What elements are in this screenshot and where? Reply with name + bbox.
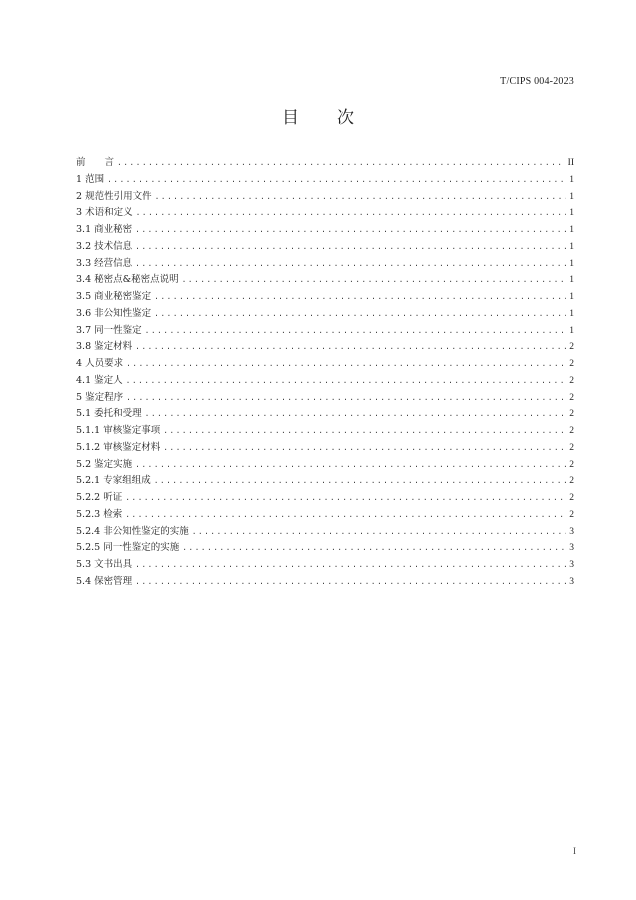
- toc-leader-dots: [126, 374, 567, 391]
- toc-entry[interactable]: [76, 289, 574, 306]
- toc-leader-dots: [126, 357, 566, 374]
- toc-entry[interactable]: [76, 256, 574, 273]
- toc-entry[interactable]: [76, 423, 574, 440]
- toc-leader-dots: [107, 173, 566, 190]
- toc-entry[interactable]: [76, 473, 574, 490]
- toc-entry-label: 3.2 技术信息: [76, 240, 133, 252]
- toc-entry-page: 2: [569, 342, 574, 353]
- toc-entry-page: 1: [569, 191, 574, 202]
- toc-leader-dots: [135, 223, 566, 240]
- toc-entry[interactable]: [76, 356, 574, 373]
- toc-entry[interactable]: [76, 507, 574, 524]
- toc-entry-page: 2: [569, 409, 574, 420]
- toc-leader-dots: [125, 508, 566, 525]
- toc-entry[interactable]: [76, 390, 574, 407]
- toc-entry-page: 2: [569, 459, 574, 470]
- toc-entry-page: 1: [569, 225, 574, 235]
- toc-entry[interactable]: [76, 574, 574, 591]
- toc-entry-label: 2 规范性引用文件: [76, 190, 152, 202]
- title-char-2: 次: [337, 108, 354, 128]
- toc-leader-dots: [192, 525, 567, 542]
- toc-leader-dots: [135, 340, 566, 357]
- toc-leader-dots: [145, 407, 567, 424]
- toc-entry-label: 5.2 鉴定实施: [76, 458, 133, 470]
- toc-entry[interactable]: [76, 373, 574, 390]
- toc-leader-dots: [135, 558, 566, 575]
- toc-leader-dots: [154, 290, 566, 307]
- toc-entry[interactable]: [76, 172, 574, 189]
- toc-entry-label: 4 人员要求: [76, 358, 124, 369]
- toc-entry-page: II: [567, 158, 574, 168]
- toc-entry[interactable]: [76, 557, 574, 574]
- toc-entry-page: 3: [569, 560, 574, 570]
- toc-entry[interactable]: [76, 524, 574, 541]
- toc-entry-label: 1 范围: [76, 173, 105, 185]
- toc-entry-label: 3.5 商业秘密鉴定: [76, 291, 152, 302]
- toc-entry-label: 5.2.4 非公知性鉴定的实施: [76, 525, 189, 537]
- toc-entry-label: 5.1.2 审核鉴定材料: [76, 441, 161, 453]
- toc-entry-page: 2: [569, 392, 574, 403]
- toc-leader-dots: [163, 424, 566, 441]
- toc-entry-label: 5.1.1 审核鉴定事项: [76, 425, 161, 436]
- toc-entry-page: 1: [569, 258, 574, 269]
- toc-entry[interactable]: [76, 323, 574, 340]
- toc-entry-page: 1: [569, 275, 574, 286]
- toc-entry-label: 5.2.3 检索: [76, 508, 123, 520]
- toc-entry-label: 5 鉴定程序: [76, 391, 124, 403]
- toc-entry-page: 1: [569, 208, 574, 219]
- page-number: I: [573, 846, 576, 856]
- toc-leader-dots: [135, 575, 566, 592]
- toc-entry-page: 3: [569, 576, 574, 587]
- toc-entry[interactable]: [76, 490, 574, 507]
- toc-entry-label: 前 言: [76, 157, 115, 168]
- toc-leader-dots: [126, 391, 566, 408]
- toc-leader-dots: [135, 257, 566, 274]
- toc-entry[interactable]: [76, 155, 574, 172]
- toc-leader-dots: [145, 324, 567, 341]
- toc-entry-label: 5.2.1 专家组组成: [76, 475, 151, 487]
- toc-entry[interactable]: [76, 205, 574, 222]
- toc-entry[interactable]: [76, 406, 574, 423]
- table-of-contents: [76, 155, 574, 591]
- toc-entry-label: 3.1 商业秘密: [76, 224, 133, 235]
- toc-leader-dots: [125, 491, 566, 508]
- toc-entry[interactable]: [76, 272, 574, 289]
- toc-entry[interactable]: [76, 457, 574, 474]
- toc-leader-dots: [135, 240, 566, 257]
- toc-entry-page: 2: [569, 426, 574, 436]
- toc-leader-dots: [154, 474, 567, 491]
- toc-entry-label: 3 术语和定义: [76, 207, 133, 219]
- toc-entry-page: 1: [569, 292, 574, 302]
- toc-leader-dots: [163, 441, 566, 458]
- toc-entry-label: 5.1 委托和受理: [76, 408, 142, 420]
- standard-code: T/CIPS 004-2023: [500, 76, 574, 87]
- toc-entry[interactable]: [76, 189, 574, 206]
- toc-entry-label: 3.8 鉴定材料: [76, 341, 133, 353]
- toc-entry[interactable]: [76, 306, 574, 323]
- toc-entry[interactable]: [76, 540, 574, 557]
- title-char-1: 目: [282, 108, 299, 128]
- toc-entry-label: 5.3 文书出具: [76, 559, 133, 570]
- toc-entry[interactable]: [76, 222, 574, 239]
- toc-leader-dots: [155, 190, 567, 207]
- toc-entry-page: 3: [569, 543, 574, 554]
- toc-entry-page: 2: [569, 375, 574, 386]
- toc-leader-dots: [182, 541, 566, 558]
- toc-entry-page: 2: [569, 509, 574, 520]
- toc-entry-page: 2: [569, 493, 574, 503]
- toc-entry-page: 1: [569, 174, 574, 185]
- toc-leader-dots: [136, 206, 567, 223]
- toc-entry-label: 3.3 经营信息: [76, 257, 133, 269]
- toc-entry[interactable]: [76, 440, 574, 457]
- toc-leader-dots: [182, 273, 567, 290]
- toc-entry-label: 5.4 保密管理: [76, 575, 133, 587]
- toc-entry[interactable]: [76, 339, 574, 356]
- toc-entry-label: 5.2.5 同一性鉴定的实施: [76, 542, 180, 554]
- toc-entry-label: 3.4 秘密点&秘密点说明: [76, 274, 179, 286]
- toc-entry-page: 2: [569, 476, 574, 487]
- toc-entry-label: 3.6 非公知性鉴定: [76, 307, 152, 319]
- toc-entry-page: 1: [569, 325, 574, 336]
- toc-leader-dots: [117, 156, 565, 173]
- toc-entry-label: 3.7 同一性鉴定: [76, 324, 142, 336]
- toc-entry-page: 3: [569, 526, 574, 537]
- toc-entry-label: 5.2.2 听证: [76, 492, 123, 503]
- toc-leader-dots: [154, 307, 566, 324]
- toc-entry-label: 4.1 鉴定人: [76, 374, 123, 386]
- toc-entry-page: 1: [569, 241, 574, 252]
- toc-entry-page: 2: [569, 359, 574, 369]
- toc-entry[interactable]: [76, 239, 574, 256]
- toc-entry-page: 1: [569, 308, 574, 319]
- toc-leader-dots: [135, 458, 566, 475]
- toc-entry-page: 2: [569, 442, 574, 453]
- page-title: [0, 103, 636, 128]
